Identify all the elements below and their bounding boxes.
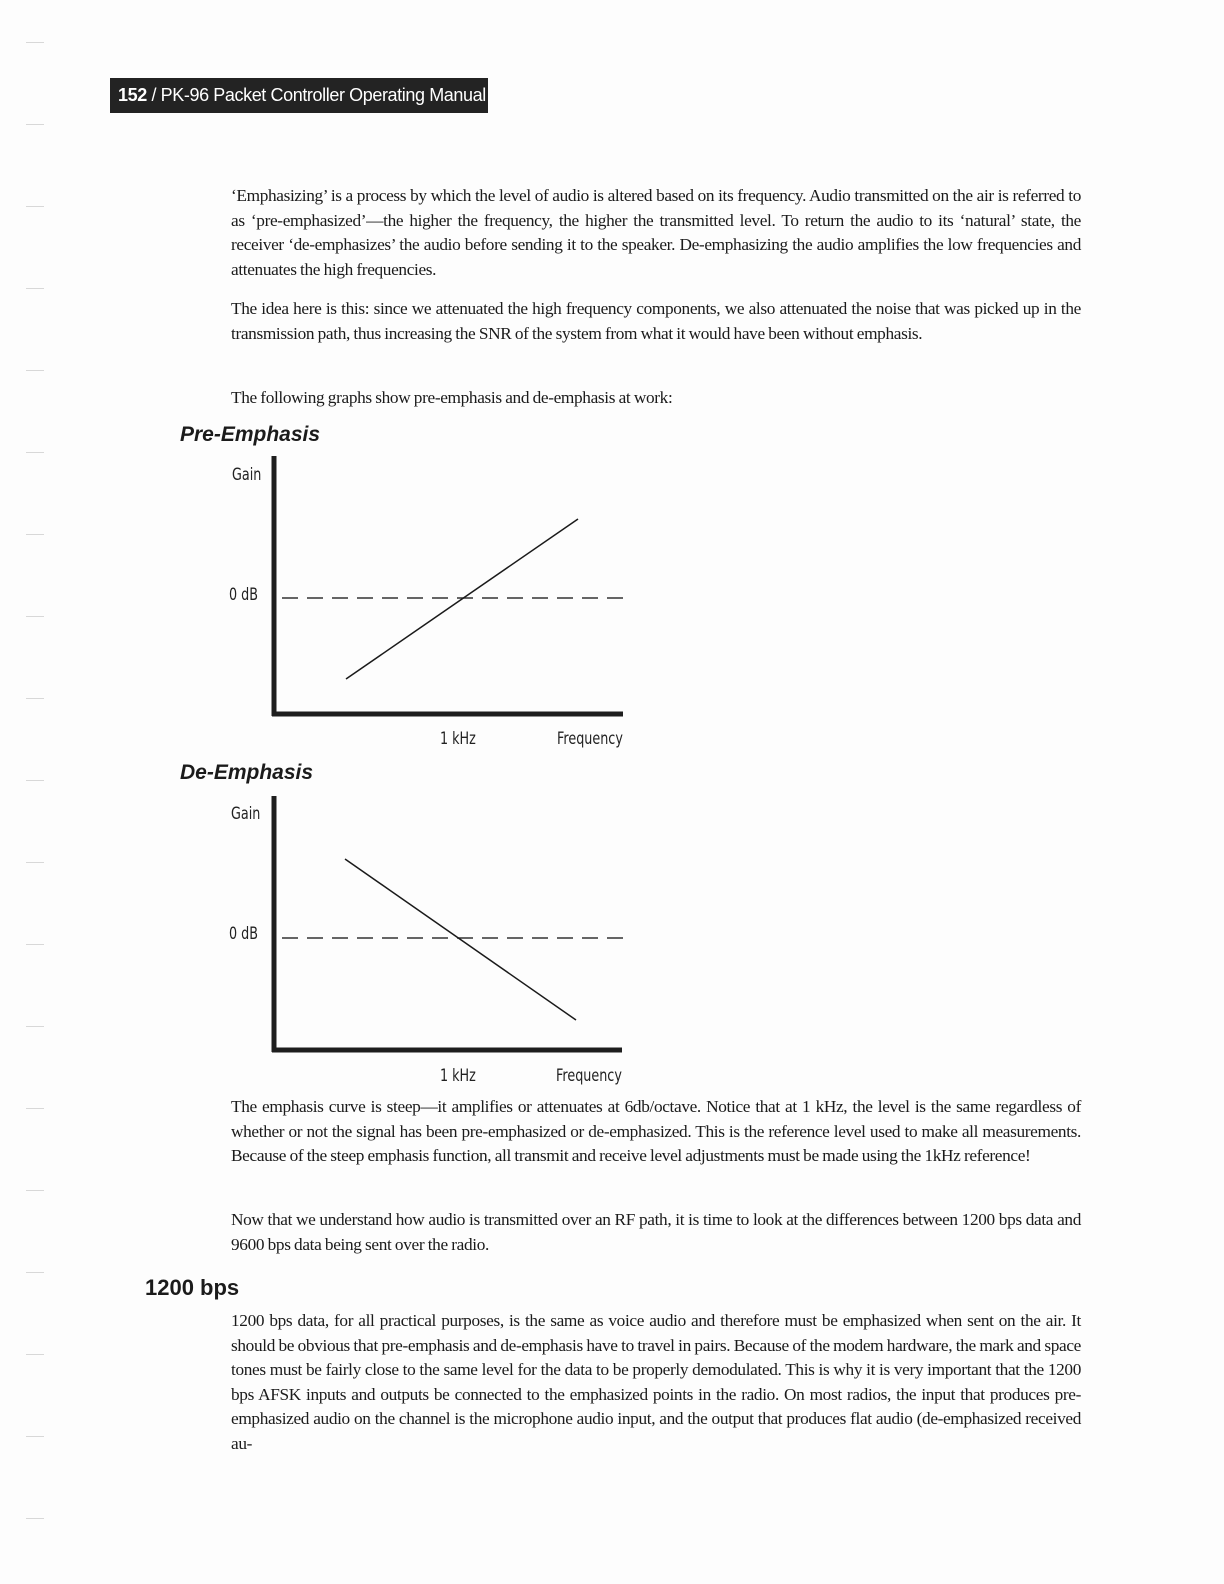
paragraph-idea: The idea here is this: since we attenuated the high frequency components, we also attenuated the noise that was picked up in the transmission path, thus increasing the SNR of the system from what it would have been without emphasis. (231, 299, 1081, 343)
x-tick-1khz: 1 kHz (440, 1066, 476, 1086)
paragraph-emphasizing: ‘Emphasizing’ is a process by which the level of audio is altered based on its frequency. Audio transmitted on the air is referred to as ‘pre-emphasized’—the higher the frequency, the higher the transmitted level. To return the audio to its ‘natural’ state, the receiver ‘de-emphasizes’ the audio before sending it to the speaker. De-emphasizing the audio amplifies the low frequencies and attenuates the high frequencies. (231, 186, 1081, 279)
manual-title: PK-96 Packet Controller Operating Manual (160, 85, 486, 105)
paragraph-rf-path: Now that we understand how audio is transmitted over an RF path, it is time to look at the differences between 1200 bps data and 9600 bps data being sent over the radio. (231, 1210, 1081, 1254)
margin-mark (26, 1354, 44, 1355)
zero-db-label: 0 dB (229, 585, 259, 605)
y-axis-label: Gain (231, 804, 261, 824)
x-tick-1khz: 1 kHz (440, 729, 476, 749)
zero-db-label: 0 dB (229, 924, 259, 944)
margin-mark (26, 1190, 44, 1191)
de-emphasis-curve (345, 859, 576, 1020)
page-number: 152 (118, 85, 147, 105)
x-axis-label: Frequency (557, 729, 623, 749)
paragraph-emphasis-curve: The emphasis curve is steep—it amplifies or attenuates at 6db/octave. Notice that at 1 kHz, the level is the same regardless of whether or not the signal has been pre-emphasized or de-emphasized. This is the reference level used to make all measurements. Because of the steep emphasis function, all transmit and receive level adjustments must be made using the 1kHz reference! (231, 1097, 1081, 1165)
margin-mark (26, 1272, 44, 1273)
paragraph-graphs-intro: The following graphs show pre-emphasis and de-emphasis at work: (231, 388, 673, 407)
y-axis-label: Gain (232, 465, 262, 485)
section-heading-1200-bps: 1200 bps (145, 1275, 240, 1300)
margin-mark (26, 1518, 44, 1519)
figure-title-pre-emphasis: Pre-Emphasis (180, 423, 321, 446)
header-separator: / (146, 85, 161, 105)
figure-title-de-emphasis: De-Emphasis (180, 761, 314, 784)
margin-mark (26, 1436, 44, 1437)
paragraph-1200-bps: 1200 bps data, for all practical purposes, is the same as voice audio and therefore must be emphasized when sent on the air. It should be obvious that pre-emphasis and de-emphasis have to travel in pairs. Because of the modem hardware, the mark and space tones must be fairly close to the same level for the data to be properly demodulated. This is why it is very important that the 1200 bps AFSK inputs and outputs be connected to the emphasized points in the radio. On most radios, the input that produces pre-emphasized audio on the channel is the microphone audio input, and the output that produces flat audio (de-emphasized received au- (231, 1311, 1081, 1453)
x-axis-label: Frequency (556, 1066, 622, 1086)
margin-mark (26, 1108, 44, 1109)
